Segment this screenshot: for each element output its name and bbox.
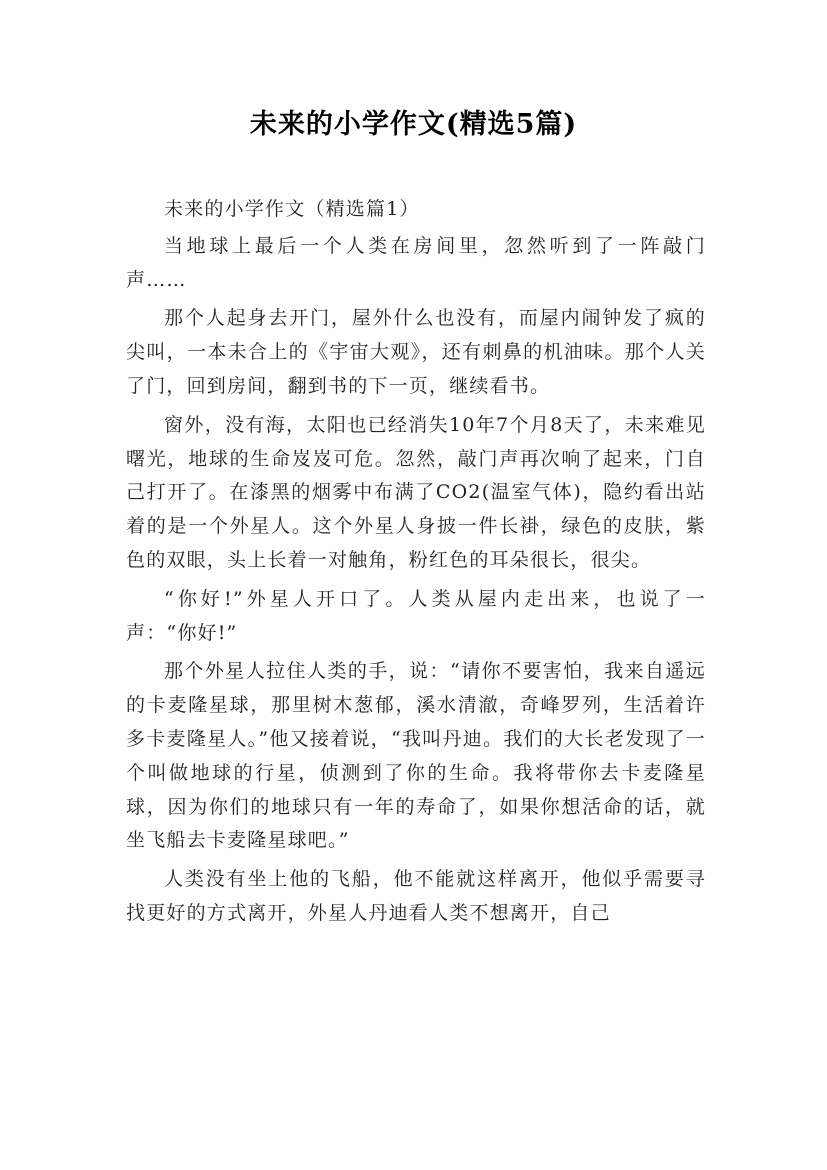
paragraph: 人类没有坐上他的飞船，他不能就这样离开，他似乎需要寻找更好的方式离开，外星人丹迪看人类不想离开，自己 xyxy=(126,868,706,924)
paragraph: 那个外星人拉住人类的手，说：“请你不要害怕，我来自遥远的卡麦隆星球，那里树木葱郁，溪水清澈，奇峰罗列，生活着许多卡麦隆星人。”他又接着说，“我叫丹迪。我们的大长老发现了一个叫做地球的行星，侦测到了你的生命。我将带你去卡麦隆星球，因为你们的地球只有一年的寿命了，如果你想活命的话，就坐飞船去卡麦隆星球吧。” xyxy=(126,660,706,852)
document-body xyxy=(126,193,706,936)
paragraph: 那个人起身去开门，屋外什么也没有，而屋内闹钟发了疯的尖叫，一本未合上的《宇宙大观》，还有刺鼻的机油味。那个人关了门，回到房间，翻到书的下一页，继续看书。 xyxy=(126,307,706,397)
document-title: 未来的小学作文(精选5篇) xyxy=(249,109,578,140)
paragraph: 窗外，没有海，太阳也已经消失10年7个月8天了，未来难见曙光，地球的生命岌岌可危。忽然，敲门声再次响了起来，门自己打开了。在漆黑的烟雾中布满了CO2(温室气体)，隐约看出站着的是一个外星人。这个外星人身披一件长褂，绿色的皮肤，紫色的双眼，头上长着一对触角，粉红色的耳朵很长，很尖。 xyxy=(126,413,706,571)
section-heading: 未来的小学作文（精选篇1） xyxy=(164,198,420,220)
paragraph: 当地球上最后一个人类在房间里，忽然听到了一阵敲门声…… xyxy=(126,234,706,291)
paragraph: “你好!”外星人开口了。人类从屋内走出来，也说了一声：“你好!” xyxy=(126,587,706,644)
